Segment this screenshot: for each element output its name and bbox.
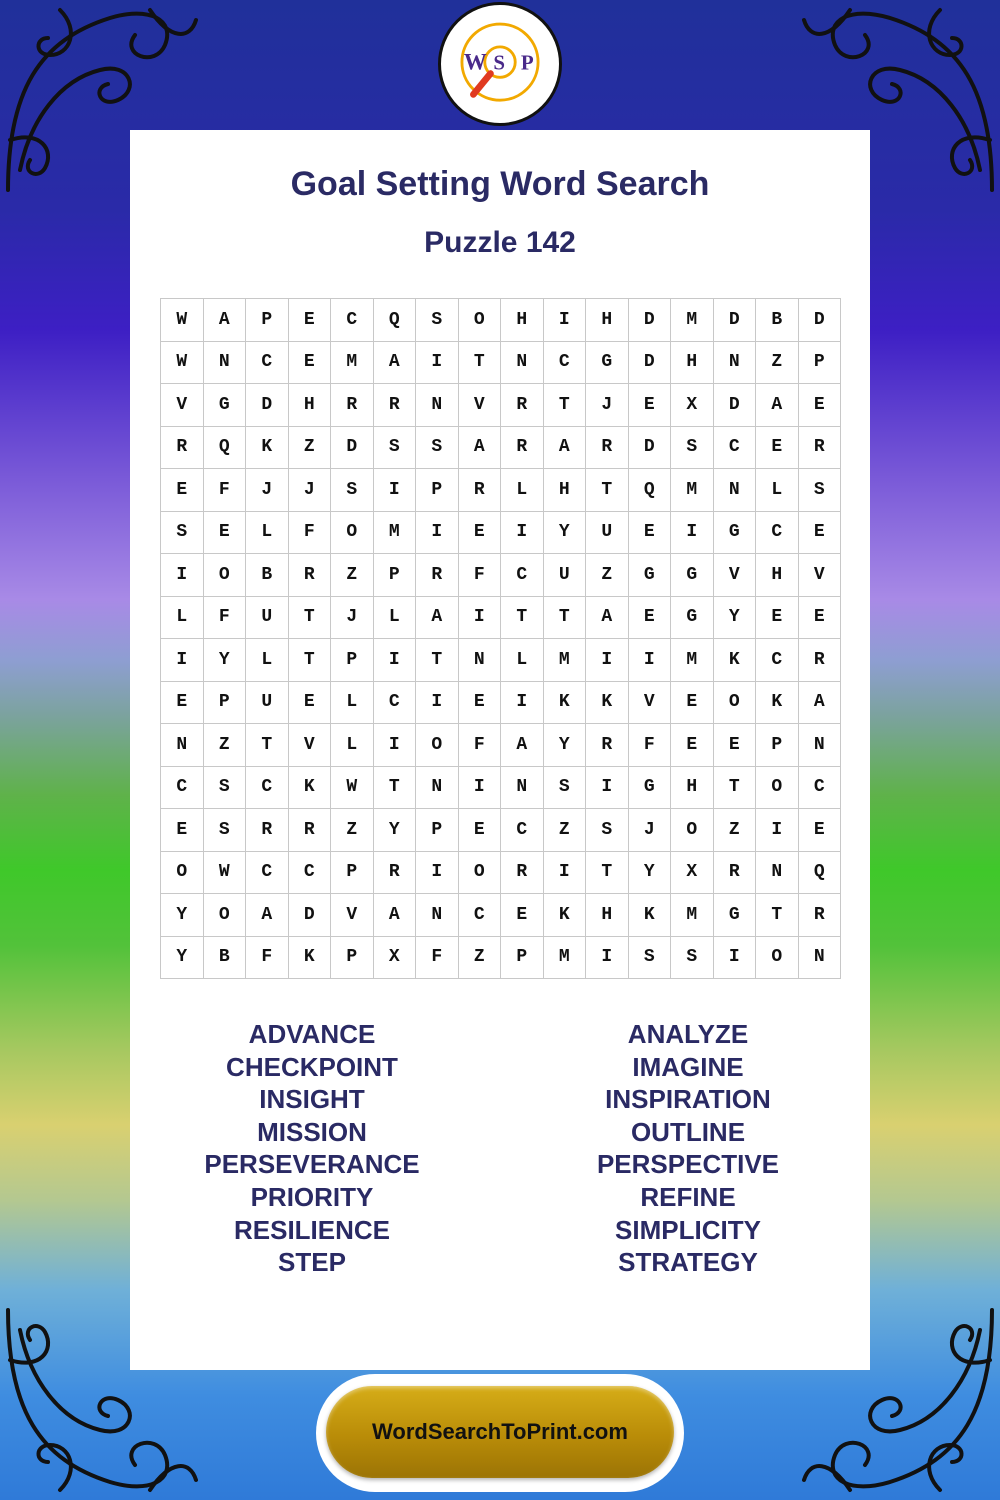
grid-cell[interactable]: M (671, 299, 714, 342)
grid-cell[interactable]: T (714, 767, 757, 810)
grid-cell[interactable]: P (246, 299, 289, 342)
grid-cell[interactable]: T (416, 639, 459, 682)
grid-cell[interactable]: L (161, 597, 204, 640)
grid-cell[interactable]: L (331, 724, 374, 767)
grid-cell[interactable]: N (416, 384, 459, 427)
grid-cell[interactable]: M (671, 639, 714, 682)
grid-cell[interactable]: I (459, 767, 502, 810)
grid-cell[interactable]: N (416, 767, 459, 810)
grid-cell[interactable]: E (799, 512, 842, 555)
grid-cell[interactable]: N (501, 342, 544, 385)
word-list-item: MISSION (257, 1116, 367, 1147)
grid-cell[interactable]: M (544, 639, 587, 682)
grid-cell[interactable]: D (331, 427, 374, 470)
grid-cell[interactable]: V (331, 894, 374, 937)
grid-cell[interactable]: K (629, 894, 672, 937)
grid-cell[interactable]: G (671, 597, 714, 640)
grid-cell[interactable]: I (161, 639, 204, 682)
grid-cell[interactable]: Q (799, 852, 842, 895)
website-link-button[interactable]: WordSearchToPrint.com (326, 1386, 674, 1478)
grid-cell[interactable]: U (586, 512, 629, 555)
grid-cell[interactable]: O (331, 512, 374, 555)
word-list-item: RESILIENCE (233, 1214, 391, 1245)
grid-cell[interactable]: G (714, 512, 757, 555)
grid-cell[interactable]: T (246, 724, 289, 767)
grid-cell[interactable]: R (331, 384, 374, 427)
grid-cell[interactable]: Z (289, 427, 332, 470)
grid-cell[interactable]: X (374, 937, 417, 980)
grid-cell[interactable]: E (459, 682, 502, 725)
grid-cell[interactable]: Y (544, 512, 587, 555)
grid-cell[interactable]: I (374, 724, 417, 767)
grid-cell[interactable]: A (756, 384, 799, 427)
grid-cell[interactable]: N (756, 852, 799, 895)
grid-cell[interactable]: E (629, 597, 672, 640)
grid-cell[interactable]: D (289, 894, 332, 937)
grid-cell[interactable]: N (501, 767, 544, 810)
grid-cell[interactable]: M (671, 894, 714, 937)
grid-cell[interactable]: J (586, 384, 629, 427)
grid-cell[interactable]: L (501, 639, 544, 682)
grid-cell[interactable]: K (289, 937, 332, 980)
grid-cell[interactable]: P (756, 724, 799, 767)
grid-cell[interactable]: I (629, 639, 672, 682)
grid-cell[interactable]: Z (586, 554, 629, 597)
word-list-right-column (538, 1018, 838, 1279)
grid-cell[interactable]: L (331, 682, 374, 725)
grid-cell[interactable]: R (586, 724, 629, 767)
grid-cell[interactable]: Z (459, 937, 502, 980)
grid-cell[interactable]: C (246, 767, 289, 810)
grid-cell[interactable]: F (204, 469, 247, 512)
grid-cell[interactable]: W (161, 299, 204, 342)
grid-cell[interactable]: Y (374, 809, 417, 852)
grid-cell[interactable]: R (374, 384, 417, 427)
grid-cell[interactable]: I (416, 682, 459, 725)
grid-cell[interactable]: G (714, 894, 757, 937)
grid-cell[interactable]: E (799, 597, 842, 640)
grid-cell[interactable]: F (289, 512, 332, 555)
grid-cell[interactable]: N (714, 469, 757, 512)
grid-cell[interactable]: F (416, 937, 459, 980)
grid-cell[interactable]: Q (204, 427, 247, 470)
word-list-item: PRIORITY (250, 1181, 374, 1212)
grid-cell[interactable]: H (671, 342, 714, 385)
grid-cell[interactable]: M (331, 342, 374, 385)
grid-cell[interactable]: Z (756, 342, 799, 385)
grid-cell[interactable]: S (161, 512, 204, 555)
grid-cell[interactable]: I (714, 937, 757, 980)
page-title: Goal Setting Word Search (290, 165, 710, 203)
grid-cell[interactable]: A (459, 427, 502, 470)
grid-cell[interactable]: R (459, 469, 502, 512)
grid-cell[interactable]: I (416, 852, 459, 895)
grid-cell[interactable]: R (289, 809, 332, 852)
grid-cell[interactable]: E (459, 512, 502, 555)
word-list-item: PERSPECTIVE (596, 1149, 780, 1180)
grid-cell[interactable]: Y (161, 937, 204, 980)
word-list-item: INSIGHT (259, 1084, 365, 1115)
grid-cell[interactable]: O (416, 724, 459, 767)
grid-cell[interactable]: J (629, 809, 672, 852)
grid-cell[interactable]: O (756, 937, 799, 980)
grid-cell[interactable]: H (586, 894, 629, 937)
grid-cell[interactable]: V (799, 554, 842, 597)
grid-cell[interactable]: T (289, 639, 332, 682)
grid-cell[interactable]: C (459, 894, 502, 937)
grid-cell[interactable]: R (714, 852, 757, 895)
grid-cell[interactable]: A (374, 342, 417, 385)
grid-cell[interactable]: C (544, 342, 587, 385)
grid-cell[interactable]: I (586, 639, 629, 682)
grid-cell[interactable]: I (544, 299, 587, 342)
grid-cell[interactable]: E (671, 682, 714, 725)
grid-cell[interactable]: E (629, 384, 672, 427)
grid-cell[interactable]: P (204, 682, 247, 725)
grid-cell[interactable]: Z (331, 809, 374, 852)
grid-cell[interactable]: R (416, 554, 459, 597)
grid-cell[interactable]: T (289, 597, 332, 640)
grid-cell[interactable]: I (416, 342, 459, 385)
grid-cell[interactable]: R (289, 554, 332, 597)
logo-letter-w: W (463, 49, 487, 75)
grid-cell[interactable]: A (374, 894, 417, 937)
grid-cell[interactable]: V (629, 682, 672, 725)
grid-cell[interactable]: E (161, 469, 204, 512)
grid-cell[interactable]: S (416, 299, 459, 342)
grid-cell[interactable]: S (204, 809, 247, 852)
grid-cell[interactable]: I (374, 469, 417, 512)
grid-cell[interactable]: T (586, 469, 629, 512)
grid-cell[interactable]: E (289, 682, 332, 725)
grid-cell[interactable]: F (246, 937, 289, 980)
grid-cell[interactable]: Z (544, 809, 587, 852)
grid-cell[interactable]: O (756, 767, 799, 810)
grid-cell[interactable]: D (629, 427, 672, 470)
grid-cell[interactable]: T (501, 597, 544, 640)
grid-cell[interactable]: P (799, 342, 842, 385)
grid-cell[interactable]: I (586, 937, 629, 980)
grid-cell[interactable]: I (416, 512, 459, 555)
grid-cell[interactable]: C (161, 767, 204, 810)
grid-cell[interactable]: P (501, 937, 544, 980)
grid-cell[interactable]: G (204, 384, 247, 427)
grid-cell[interactable]: F (459, 554, 502, 597)
grid-cell[interactable]: E (671, 724, 714, 767)
grid-cell[interactable]: V (714, 554, 757, 597)
grid-cell[interactable]: X (671, 852, 714, 895)
grid-cell[interactable]: E (289, 342, 332, 385)
grid-cell[interactable]: S (374, 427, 417, 470)
word-list-item: SIMPLICITY (615, 1214, 761, 1245)
grid-cell[interactable]: T (544, 597, 587, 640)
grid-cell[interactable]: B (204, 937, 247, 980)
grid-cell[interactable]: F (629, 724, 672, 767)
grid-cell[interactable]: M (671, 469, 714, 512)
grid-cell[interactable]: I (586, 767, 629, 810)
grid-cell[interactable]: L (246, 639, 289, 682)
grid-cell[interactable]: H (671, 767, 714, 810)
grid-cell[interactable]: E (756, 427, 799, 470)
grid-cell[interactable]: G (671, 554, 714, 597)
grid-cell[interactable]: S (204, 767, 247, 810)
grid-cell[interactable]: L (246, 512, 289, 555)
grid-cell[interactable]: A (204, 299, 247, 342)
grid-cell[interactable]: E (289, 299, 332, 342)
grid-cell[interactable]: M (544, 937, 587, 980)
grid-cell[interactable]: O (459, 299, 502, 342)
grid-cell[interactable]: C (374, 682, 417, 725)
grid-cell[interactable]: E (204, 512, 247, 555)
word-list-item: IMAGINE (632, 1051, 744, 1082)
grid-cell[interactable]: K (586, 682, 629, 725)
grid-cell[interactable]: D (799, 299, 842, 342)
word-list-left-column (162, 1018, 462, 1279)
grid-cell[interactable]: H (289, 384, 332, 427)
grid-cell[interactable]: I (501, 682, 544, 725)
grid-cell[interactable]: T (586, 852, 629, 895)
grid-cell[interactable]: S (629, 937, 672, 980)
grid-cell[interactable]: C (756, 512, 799, 555)
puzzle-sheet (130, 130, 870, 1370)
grid-cell[interactable]: N (459, 639, 502, 682)
word-list-item: CHECKPOINT (226, 1051, 398, 1082)
grid-cell[interactable]: E (629, 512, 672, 555)
word-list-item: ADVANCE (248, 1019, 376, 1049)
grid-cell[interactable]: B (756, 299, 799, 342)
grid-cell[interactable]: D (714, 299, 757, 342)
grid-cell[interactable]: I (459, 597, 502, 640)
grid-cell[interactable]: S (671, 937, 714, 980)
grid-cell[interactable]: D (246, 384, 289, 427)
grid-cell[interactable]: C (246, 342, 289, 385)
grid-cell[interactable]: E (756, 597, 799, 640)
grid-cell[interactable]: N (416, 894, 459, 937)
grid-cell[interactable]: N (799, 724, 842, 767)
grid-cell[interactable]: A (799, 682, 842, 725)
grid-cell[interactable]: Q (629, 469, 672, 512)
grid-cell[interactable]: J (289, 469, 332, 512)
grid-cell[interactable]: P (331, 852, 374, 895)
grid-cell[interactable]: B (246, 554, 289, 597)
grid-cell[interactable]: V (161, 384, 204, 427)
word-list-item: OUTLINE (630, 1116, 746, 1147)
word-list-item: ANALYZE (627, 1019, 749, 1049)
grid-cell[interactable]: H (501, 299, 544, 342)
grid-cell[interactable]: N (714, 342, 757, 385)
site-logo[interactable] (438, 2, 562, 126)
grid-cell[interactable]: L (756, 469, 799, 512)
grid-cell[interactable]: K (756, 682, 799, 725)
grid-cell[interactable]: L (501, 469, 544, 512)
word-list-item: STRATEGY (618, 1247, 758, 1278)
grid-cell[interactable]: N (161, 724, 204, 767)
grid-cell[interactable]: H (544, 469, 587, 512)
grid-cell[interactable]: R (799, 894, 842, 937)
grid-cell[interactable]: A (501, 724, 544, 767)
grid-cell[interactable]: J (246, 469, 289, 512)
grid-cell[interactable]: A (246, 894, 289, 937)
grid-cell[interactable]: R (799, 639, 842, 682)
grid-cell[interactable]: E (501, 894, 544, 937)
grid-cell[interactable]: D (714, 384, 757, 427)
grid-cell[interactable]: G (586, 342, 629, 385)
grid-cell[interactable]: V (289, 724, 332, 767)
grid-cell[interactable]: R (799, 427, 842, 470)
grid-cell[interactable]: E (714, 724, 757, 767)
grid-cell[interactable]: C (501, 809, 544, 852)
grid-cell[interactable]: U (544, 554, 587, 597)
word-list-item: STEP (278, 1247, 346, 1278)
grid-cell[interactable]: Z (331, 554, 374, 597)
letter-grid (160, 298, 841, 979)
grid-cell[interactable]: U (246, 682, 289, 725)
grid-cell[interactable]: P (416, 469, 459, 512)
grid-cell[interactable]: O (459, 852, 502, 895)
grid-cell[interactable]: Y (161, 894, 204, 937)
grid-cell[interactable]: S (586, 809, 629, 852)
grid-cell[interactable]: E (799, 809, 842, 852)
grid-cell[interactable]: O (204, 894, 247, 937)
grid-cell[interactable]: U (246, 597, 289, 640)
grid-cell[interactable]: S (416, 427, 459, 470)
grid-cell[interactable]: O (714, 682, 757, 725)
grid-cell[interactable]: A (544, 427, 587, 470)
grid-cell[interactable]: O (204, 554, 247, 597)
grid-cell[interactable]: K (714, 639, 757, 682)
grid-cell[interactable]: E (459, 809, 502, 852)
grid-cell[interactable]: T (756, 894, 799, 937)
grid-cell[interactable]: K (246, 427, 289, 470)
grid-cell[interactable]: I (374, 639, 417, 682)
grid-cell[interactable]: S (544, 767, 587, 810)
grid-cell[interactable]: P (331, 937, 374, 980)
grid-cell[interactable]: J (331, 597, 374, 640)
grid-cell[interactable]: R (374, 852, 417, 895)
grid-cell[interactable]: R (501, 852, 544, 895)
grid-cell[interactable]: P (374, 554, 417, 597)
grid-cell[interactable]: Y (204, 639, 247, 682)
grid-cell[interactable]: R (501, 384, 544, 427)
grid-cell[interactable]: Y (714, 597, 757, 640)
word-list-item: PERSEVERANCE (204, 1149, 420, 1180)
grid-cell[interactable]: N (204, 342, 247, 385)
grid-cell[interactable]: C (714, 427, 757, 470)
word-list-item: INSPIRATION (605, 1084, 771, 1115)
grid-cell[interactable]: K (544, 894, 587, 937)
grid-cell[interactable]: C (501, 554, 544, 597)
grid-cell[interactable]: C (289, 852, 332, 895)
grid-cell[interactable]: F (459, 724, 502, 767)
grid-cell[interactable]: Y (629, 852, 672, 895)
grid-cell[interactable]: F (204, 597, 247, 640)
grid-cell[interactable]: I (501, 512, 544, 555)
grid-cell[interactable]: D (629, 342, 672, 385)
grid-cell[interactable]: R (501, 427, 544, 470)
grid-cell[interactable]: L (374, 597, 417, 640)
grid-cell[interactable]: I (756, 809, 799, 852)
grid-cell[interactable]: P (331, 639, 374, 682)
grid-cell[interactable]: R (246, 809, 289, 852)
grid-cell[interactable]: S (331, 469, 374, 512)
grid-cell[interactable]: W (204, 852, 247, 895)
grid-cell[interactable]: W (331, 767, 374, 810)
grid-cell[interactable]: T (374, 767, 417, 810)
grid-cell[interactable]: T (459, 342, 502, 385)
grid-cell[interactable]: O (161, 852, 204, 895)
grid-cell[interactable]: S (671, 427, 714, 470)
grid-cell[interactable]: Q (374, 299, 417, 342)
grid-cell[interactable]: N (799, 937, 842, 980)
grid-cell[interactable]: I (544, 852, 587, 895)
grid-cell[interactable]: A (586, 597, 629, 640)
grid-cell[interactable]: A (416, 597, 459, 640)
grid-cell[interactable]: O (671, 809, 714, 852)
grid-cell[interactable]: D (629, 299, 672, 342)
grid-cell[interactable]: R (161, 427, 204, 470)
grid-cell[interactable]: E (799, 384, 842, 427)
grid-cell[interactable]: Z (714, 809, 757, 852)
grid-cell[interactable]: X (671, 384, 714, 427)
grid-cell[interactable]: E (161, 682, 204, 725)
grid-cell[interactable]: E (161, 809, 204, 852)
grid-cell[interactable]: C (246, 852, 289, 895)
grid-cell[interactable]: Y (544, 724, 587, 767)
grid-cell[interactable]: C (331, 299, 374, 342)
grid-cell[interactable]: P (416, 809, 459, 852)
grid-cell[interactable]: G (629, 767, 672, 810)
grid-cell[interactable]: K (289, 767, 332, 810)
grid-cell[interactable]: C (756, 639, 799, 682)
grid-cell[interactable]: M (374, 512, 417, 555)
grid-cell[interactable]: H (586, 299, 629, 342)
grid-cell[interactable]: G (629, 554, 672, 597)
grid-cell[interactable]: R (586, 427, 629, 470)
grid-cell[interactable]: Z (204, 724, 247, 767)
grid-cell[interactable]: C (799, 767, 842, 810)
grid-cell[interactable]: K (544, 682, 587, 725)
puzzle-number: Puzzle 142 (424, 226, 576, 259)
word-list-item: REFINE (640, 1181, 736, 1212)
grid-cell[interactable]: I (161, 554, 204, 597)
grid-cell[interactable]: S (799, 469, 842, 512)
grid-cell[interactable]: W (161, 342, 204, 385)
logo-letter-p: P (520, 50, 534, 75)
grid-cell[interactable]: I (671, 512, 714, 555)
grid-cell[interactable]: V (459, 384, 502, 427)
grid-cell[interactable]: T (544, 384, 587, 427)
grid-cell[interactable]: H (756, 554, 799, 597)
logo-letter-s: S (493, 50, 505, 75)
